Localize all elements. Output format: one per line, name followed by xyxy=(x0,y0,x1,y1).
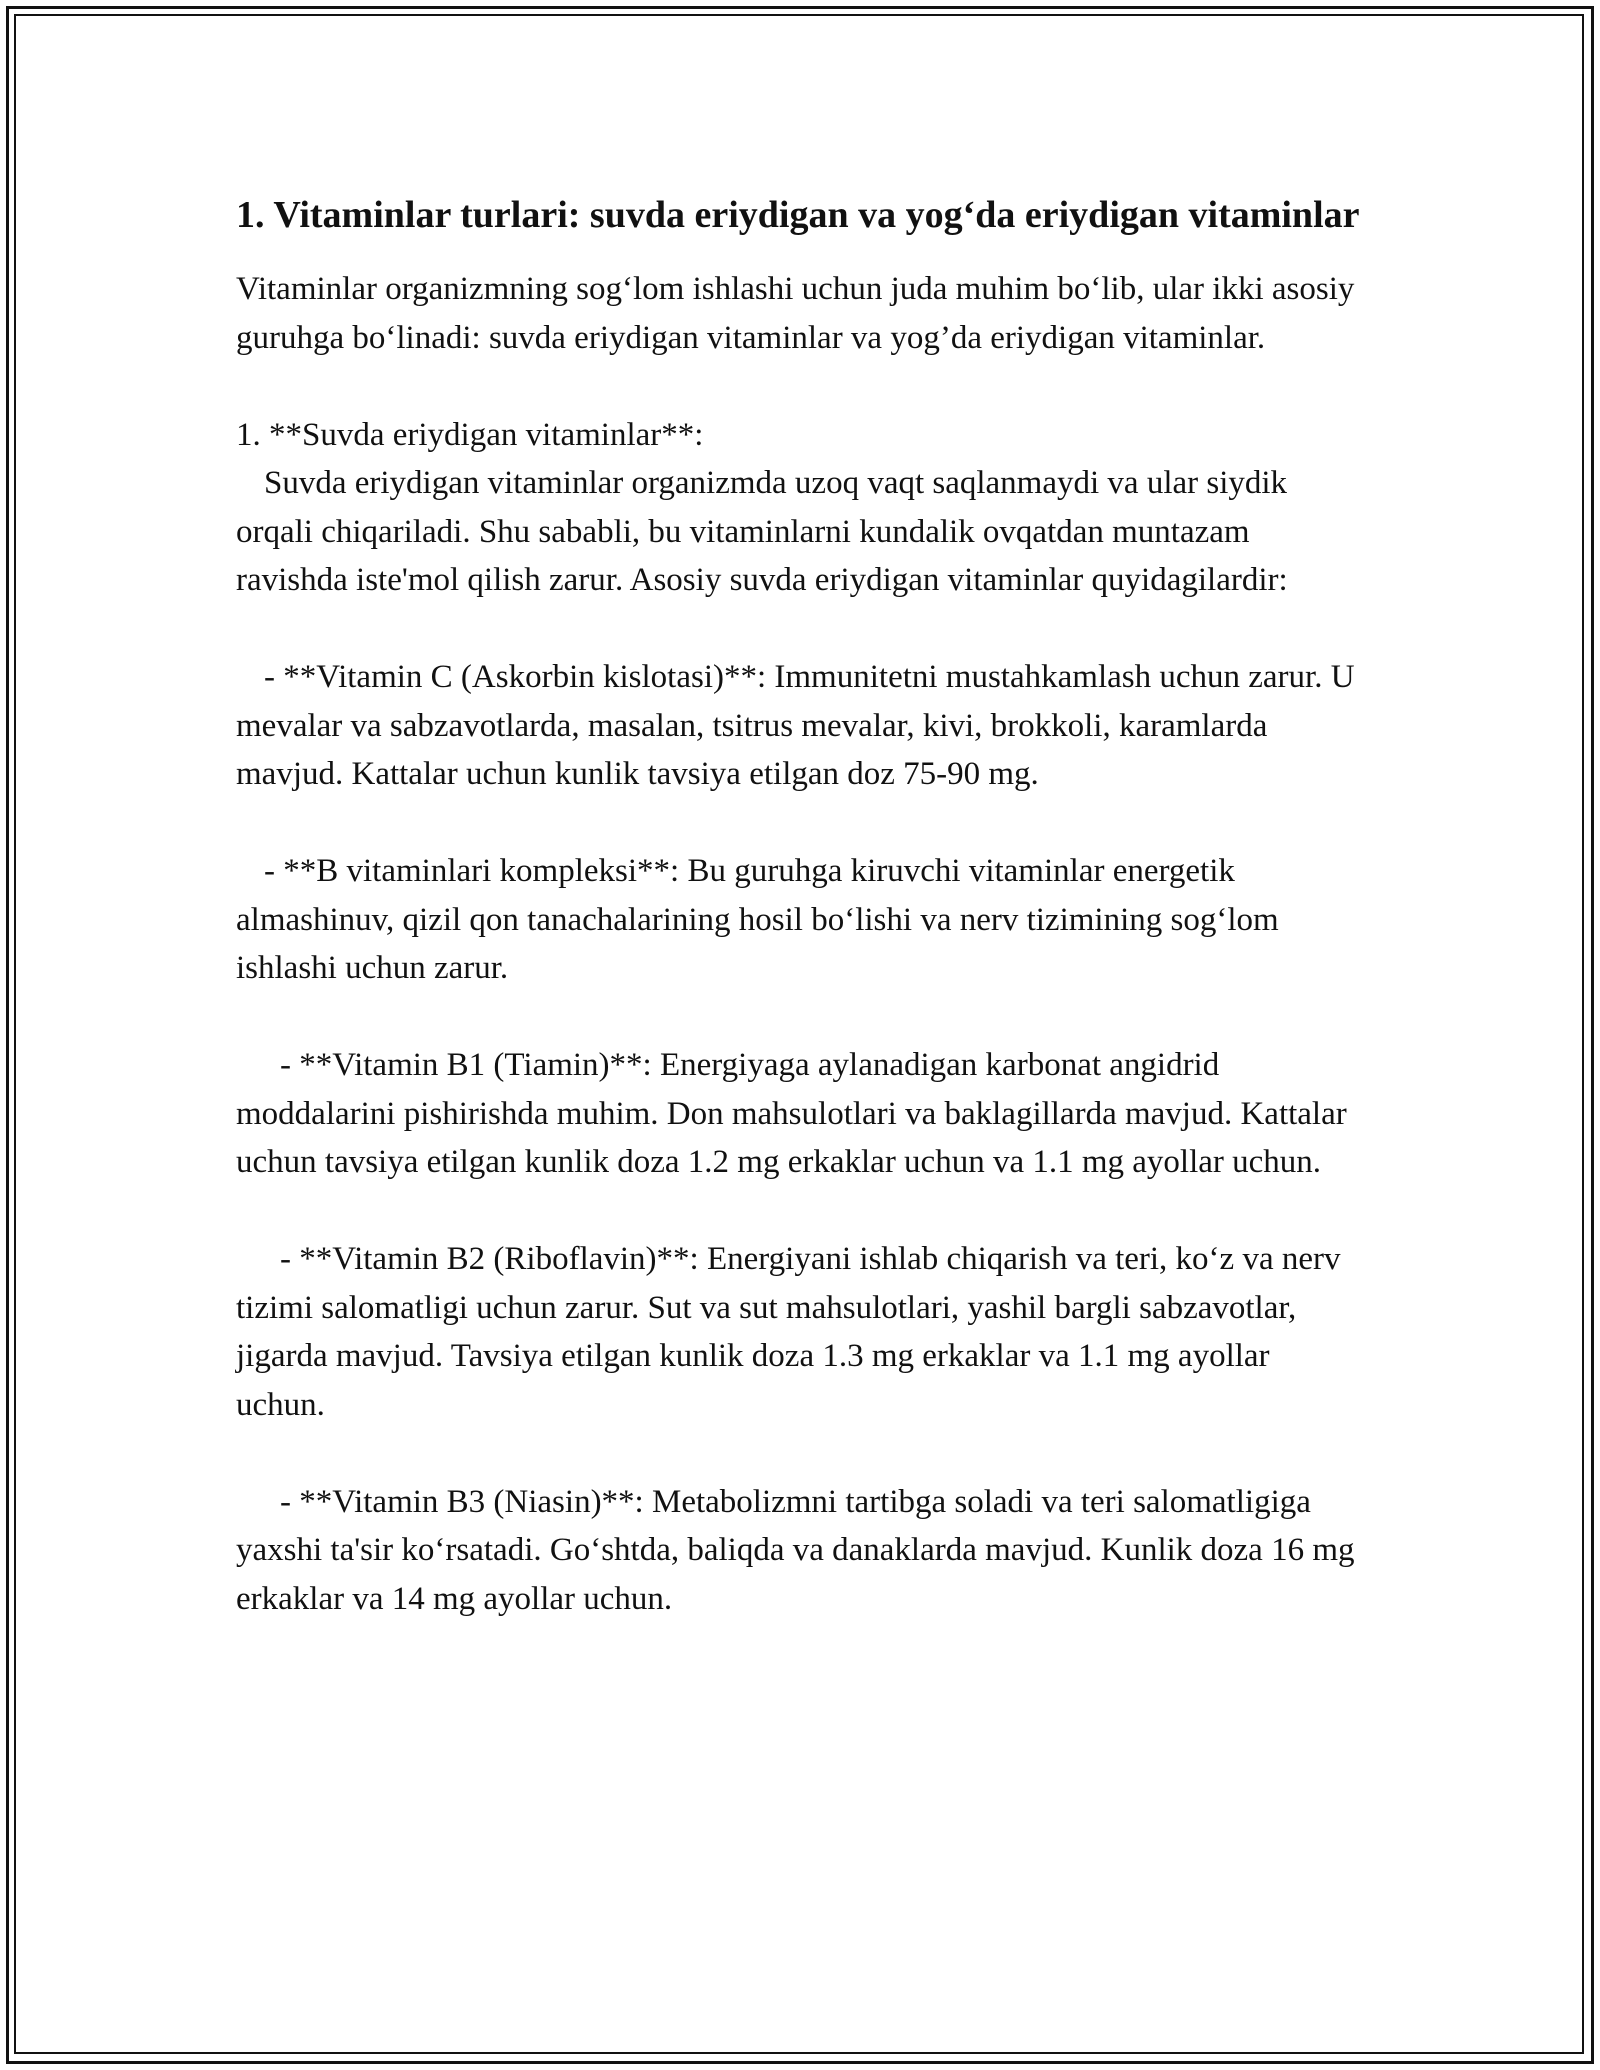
spacer xyxy=(236,362,1366,411)
list-item-vitamin-b2: - **Vitamin B2 (Riboflavin)**: Energiyani ishlab chiqarish va teri, ko‘z va nerv tizimi salomatligi uchun zarur. Sut va sut mahsulotlari, yashil bargli sabzavotlar, jigarda mavjud. Tavsiya etilgan kunlik doza 1.3 mg erkaklar va 1.1 mg ayollar uchun. xyxy=(236,1241,1341,1423)
spacer xyxy=(236,1187,1366,1236)
spacer xyxy=(236,1429,1366,1478)
intro-paragraph: Vitaminlar organizmning sog‘lom ishlashi uchun juda muhim bo‘lib, ular ikki asosiy guruhga bo‘linadi: suvda eriydigan vitaminlar va yog’da eriydigan vitaminlar. xyxy=(236,271,1355,356)
section-paragraph: Suvda eriydigan vitaminlar organizmda uzoq vaqt saqlanmaydi va ular siydik orqali chiqariladi. Shu sababli, bu vitaminlarni kundalik ovqatdan muntazam ravishda iste'mol qilish zarur. Asosiy suvda eriydigan vitaminlar quyidagilardir: xyxy=(236,465,1288,598)
list-item-vitamin-c: - **Vitamin C (Askorbin kislotasi)**: Immunitetni mustahkamlash uchun zarur. U mevalar va sabzavotlarda, masalan, tsitrus mevalar, kivi, brokkoli, karamlarda mavjud. Kattalar uchun kunlik tavsiya etilgan doz 75-90 mg. xyxy=(236,659,1355,792)
section-heading: 1. **Suvda eriydigan vitaminlar**: xyxy=(236,416,704,453)
list-item-vitamin-b3: - **Vitamin B3 (Niasin)**: Metabolizmni tartibga soladi va teri salomatligiga yaxshi ta'sir ko‘rsatadi. Go‘shtda, baliqda va danaklarda mavjud. Kunlik doza 16 mg erkaklar va 14 mg ayollar uchun. xyxy=(236,1483,1355,1617)
list-item-vitamin-b1: - **Vitamin B1 (Tiamin)**: Energiyaga aylanadigan karbonat angidrid moddalarini pishirishda muhim. Don mahsulotlari va baklagillarda mavjud. Kattalar uchun tavsiya etilgan kunlik doza 1.2 mg erkaklar uchun va 1.1 mg ayollar uchun. xyxy=(236,1047,1347,1180)
spacer xyxy=(236,799,1366,848)
spacer xyxy=(236,605,1366,654)
document-title: 1. Vitaminlar turlari: suvda eriydigan va yog‘da eriydigan vitaminlar xyxy=(236,194,1360,236)
document-body xyxy=(236,188,1366,1623)
spacer xyxy=(236,993,1366,1042)
list-item-b-complex: - **B vitaminlari kompleksi**: Bu guruhga kiruvchi vitaminlar energetik almashinuv, qizil qon tanachalarining hosil bo‘lishi va nerv tizimining sog‘lom ishlashi uchun zarur. xyxy=(236,853,1279,986)
